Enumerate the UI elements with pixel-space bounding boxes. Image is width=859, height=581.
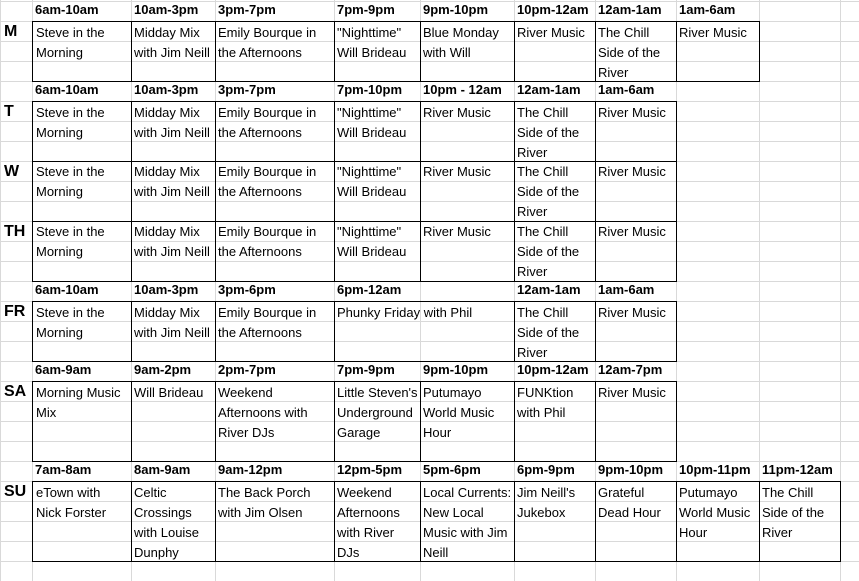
show-cell-sa-4[interactable]: Putumayo World Music Hour <box>420 381 515 462</box>
time-slot-su-4[interactable]: 5pm-6pm <box>423 462 481 477</box>
show-cell-th-6[interactable]: River Music <box>595 221 677 282</box>
time-slot-sa-0[interactable]: 6am-9am <box>35 362 92 377</box>
show-cell-t-6[interactable]: River Music <box>595 101 677 162</box>
time-slot-su-6[interactable]: 9pm-10pm <box>598 462 664 477</box>
show-cell-w-5[interactable]: The Chill Side of the River <box>514 161 596 222</box>
show-cell-t-4[interactable]: River Music <box>420 101 515 162</box>
day-label-su[interactable]: SU <box>4 483 27 500</box>
show-cell-fr-2[interactable]: Emily Bourque in the Afternoons <box>215 301 335 362</box>
time-slot-sa-4[interactable]: 9pm-10pm <box>423 362 489 377</box>
show-cell-m-3[interactable]: "Nighttime" Will Brideau <box>334 21 421 82</box>
show-cell-su-0[interactable]: eTown with Nick Forster <box>32 481 132 562</box>
show-cell-m-2[interactable]: Emily Bourque in the Afternoons <box>215 21 335 82</box>
show-cell-t-5[interactable]: The Chill Side of the River <box>514 101 596 162</box>
time-slot-su-7[interactable]: 10pm-11pm <box>679 462 751 477</box>
time-slot-m-2[interactable]: 3pm-7pm <box>218 2 276 17</box>
show-cell-su-4[interactable]: Local Currents: New Local Music with Jim Neill <box>420 481 515 562</box>
show-cell-t-3[interactable]: "Nighttime" Will Brideau <box>334 101 421 162</box>
show-cell-w-4[interactable]: River Music <box>420 161 515 222</box>
time-slot-m-4[interactable]: 9pm-10pm <box>423 2 489 17</box>
show-cell-th-3[interactable]: "Nighttime" Will Brideau <box>334 221 421 282</box>
show-cell-th-1[interactable]: Midday Mix with Jim Neill <box>131 221 216 282</box>
time-slot-m-6[interactable]: 12am-1am <box>598 2 662 17</box>
show-cell-w-3[interactable]: "Nighttime" Will Brideau <box>334 161 421 222</box>
time-slot-sa-1[interactable]: 9am-2pm <box>134 362 192 377</box>
show-cell-th-5[interactable]: The Chill Side of the River <box>514 221 596 282</box>
time-slot-sa-3[interactable]: 7pm-9pm <box>337 362 395 377</box>
show-cell-su-8[interactable]: The Chill Side of the River <box>759 481 841 562</box>
day-label-fr[interactable]: FR <box>4 303 26 320</box>
time-slot-sa-6[interactable]: 12am-7pm <box>598 362 663 377</box>
show-cell-sa-2[interactable]: Weekend Afternoons with River DJs <box>215 381 335 462</box>
show-cell-m-4[interactable]: Blue Monday with Will <box>420 21 515 82</box>
show-cell-th-2[interactable]: Emily Bourque in the Afternoons <box>215 221 335 282</box>
show-cell-sa-0[interactable]: Morning Music Mix <box>32 381 132 462</box>
show-cell-su-5[interactable]: Jim Neill's Jukebox <box>514 481 596 562</box>
time-slot-m-1[interactable]: 10am-3pm <box>134 2 199 17</box>
show-cell-su-6[interactable]: Grateful Dead Hour <box>595 481 677 562</box>
time-slot-t-1[interactable]: 10am-3pm <box>134 82 199 97</box>
show-cell-fr-1[interactable]: Midday Mix with Jim Neill <box>131 301 216 362</box>
show-cell-w-1[interactable]: Midday Mix with Jim Neill <box>131 161 216 222</box>
time-slot-fr-1[interactable]: 10am-3pm <box>134 282 199 297</box>
day-label-sa[interactable]: SA <box>4 383 27 400</box>
show-cell-t-2[interactable]: Emily Bourque in the Afternoons <box>215 101 335 162</box>
show-cell-sa-1[interactable]: Will Brideau <box>131 381 216 462</box>
time-slot-su-1[interactable]: 8am-9am <box>134 462 191 477</box>
show-cell-t-0[interactable]: Steve in the Morning <box>32 101 132 162</box>
time-slot-su-2[interactable]: 9am-12pm <box>218 462 283 477</box>
time-slot-sa-2[interactable]: 2pm-7pm <box>218 362 276 377</box>
time-slot-t-5[interactable]: 12am-1am <box>517 82 581 97</box>
time-slot-su-0[interactable]: 7am-8am <box>35 462 92 477</box>
time-slot-fr-5[interactable]: 1am-6am <box>598 282 655 297</box>
time-slot-fr-0[interactable]: 6am-10am <box>35 282 99 297</box>
time-slot-m-5[interactable]: 10pm-12am <box>517 2 589 17</box>
show-cell-su-3[interactable]: Weekend Afternoons with River DJs <box>334 481 421 562</box>
show-cell-th-0[interactable]: Steve in the Morning <box>32 221 132 282</box>
show-cell-su-2[interactable]: The Back Porch with Jim Olsen <box>215 481 335 562</box>
time-slot-m-0[interactable]: 6am-10am <box>35 2 99 17</box>
show-cell-t-1[interactable]: Midday Mix with Jim Neill <box>131 101 216 162</box>
show-cell-w-2[interactable]: Emily Bourque in the Afternoons <box>215 161 335 222</box>
time-slot-t-3[interactable]: 7pm-10pm <box>337 82 403 97</box>
show-cell-th-4[interactable]: River Music <box>420 221 515 282</box>
time-slot-t-2[interactable]: 3pm-7pm <box>218 82 276 97</box>
time-slot-su-8[interactable]: 11pm-12am <box>762 462 833 477</box>
show-cell-m-5[interactable]: River Music <box>514 21 596 82</box>
time-slot-sa-5[interactable]: 10pm-12am <box>517 362 589 377</box>
time-slot-fr-4[interactable]: 12am-1am <box>517 282 581 297</box>
show-cell-fr-3[interactable]: Phunky Friday with Phil <box>334 301 515 362</box>
show-cell-fr-4[interactable]: The Chill Side of the River <box>514 301 596 362</box>
show-cell-su-7[interactable]: Putumayo World Music Hour <box>676 481 760 562</box>
time-slot-su-3[interactable]: 12pm-5pm <box>337 462 403 477</box>
show-cell-m-1[interactable]: Midday Mix with Jim Neill <box>131 21 216 82</box>
day-label-w[interactable]: W <box>4 163 20 180</box>
show-cell-sa-3[interactable]: Little Steven's Underground Garage <box>334 381 421 462</box>
time-slot-t-0[interactable]: 6am-10am <box>35 82 99 97</box>
day-label-th[interactable]: TH <box>4 223 26 240</box>
time-slot-fr-2[interactable]: 3pm-6pm <box>218 282 276 297</box>
show-cell-fr-5[interactable]: River Music <box>595 301 677 362</box>
show-cell-sa-6[interactable]: River Music <box>595 381 677 462</box>
time-slot-fr-3[interactable]: 6pm-12am <box>337 282 402 297</box>
show-cell-m-0[interactable]: Steve in the Morning <box>32 21 132 82</box>
show-cell-m-7[interactable]: River Music <box>676 21 760 82</box>
time-slot-su-5[interactable]: 6pm-9pm <box>517 462 575 477</box>
time-slot-t-4[interactable]: 10pm - 12am <box>423 82 502 97</box>
time-slot-m-7[interactable]: 1am-6am <box>679 2 736 17</box>
show-cell-m-6[interactable]: The Chill Side of the River <box>595 21 677 82</box>
time-slot-t-6[interactable]: 1am-6am <box>598 82 655 97</box>
time-slot-m-3[interactable]: 7pm-9pm <box>337 2 395 17</box>
show-cell-w-6[interactable]: River Music <box>595 161 677 222</box>
day-label-m[interactable]: M <box>4 23 18 40</box>
show-cell-fr-0[interactable]: Steve in the Morning <box>32 301 132 362</box>
show-cell-su-1[interactable]: Celtic Crossings with Louise Dunphy <box>131 481 216 562</box>
show-cell-sa-5[interactable]: FUNKtion with Phil <box>514 381 596 462</box>
show-cell-w-0[interactable]: Steve in the Morning <box>32 161 132 222</box>
day-label-t[interactable]: T <box>4 103 14 120</box>
